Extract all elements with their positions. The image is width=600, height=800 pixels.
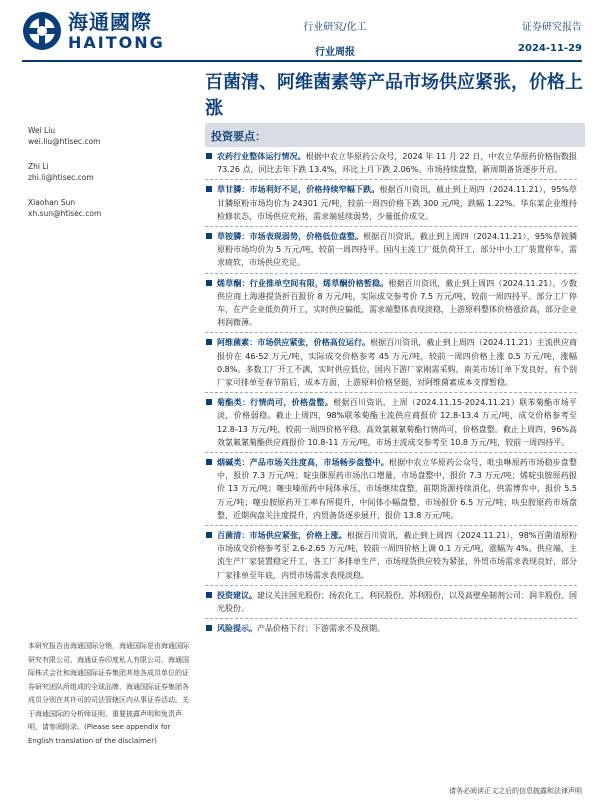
dashed-divider: [205, 585, 577, 586]
dashed-divider: [205, 392, 577, 393]
key-point-text: 根据百川资讯，截止到上周四（2024.11.21），95%草铵膦原粉市场均价为 5 万元/吨，较前一周四持平。国内主流工厂低负荷开工，部分中小工厂装置停车，需求疲软，市场供应充足。: [217, 232, 577, 268]
distribution-disclaimer: 本研究报告由海通国际分销，海通国际是由海通国际研究有限公司，海通证券印度私人有限公司，海通国际株式会社和海通国际证券集团其他各成员单位的证券研究团队所组成的全球品牌，海通国际证券集团各成员分别在其许可的司法管辖区内从事证券活动。关于海通国际的分析师证明，重要披露声明和免责声明，请参阅附录。(Please see appendix for English translation of the disclaimer): [28, 642, 189, 745]
bullet-square-icon: [206, 592, 212, 598]
logo-en-text: HAITONG: [68, 32, 165, 52]
key-point-text: 根据中农立华原药公众号，吡虫啉原药市场稳步盘整中，报价 7.3 万元/吨；啶虫脒原药市场出口增量，市场盘整中，报价 7.3 万元/吨；烯啶虫胺原药报价 13 万元/吨；噻虫嗪原药中间体承压，市场继续盘整，前期货源持续消化，供需博弈中，报价 5.5 万元/吨；噻虫胺原药开工率有所提升，中间体小幅盘整，市场报价 6.5 万元/吨；呋虫胺原药市场盘整，近期询盘关注度提升，内贸备货逐步展开，报价 13.8 万元/吨。: [217, 458, 577, 520]
key-point-item: [205, 622, 577, 635]
key-point-text: 建议关注国光股份；扬农化工、利民股份、苏利股份，以及高壁垒制剂公司：润丰股份、国光股份。: [217, 590, 577, 614]
key-point-lead: 草甘膦：市场利好不足，价格持续窄幅下跌。: [217, 185, 380, 195]
bullet-square-icon: [206, 153, 212, 159]
dashed-divider: [205, 179, 577, 180]
section-header-bar: [205, 123, 585, 147]
bullet-square-icon: [206, 459, 212, 465]
bullet-square-icon: [206, 625, 212, 631]
key-point-item: [205, 183, 577, 223]
key-point-text: 根据中农立华原药公众号，2024 年 11 月 22 日，中农立华原药价格指数报 73.26 点，同比去年下跌 13.4%，环比上月下跌 2.06%。市场持续盘整，新周期备货逐步开启。: [217, 152, 577, 175]
header-divider: [22, 60, 582, 62]
section-label: 投资要点：: [211, 130, 266, 143]
haitong-logo-icon: [22, 11, 62, 51]
key-point-lead: 投资建议。: [217, 590, 257, 600]
key-point-item: [205, 230, 577, 270]
analyst-entry: [28, 197, 178, 219]
key-point-text: 根据百川资讯，截止到上周四（2024.11.21），少数供应商上海港提货折百报价 8 万元/吨，实际成交参考价 7.5 万元/吨，较前一周四持平。部分工厂停车，在产企业低负荷开工，实时供应偏低，需求端整体表现淡稳，上游原料整体价格涨价高，部分企业利润微薄。: [217, 278, 578, 328]
analyst-name: Xiaohan Sun: [28, 198, 76, 207]
dashed-divider: [205, 618, 577, 619]
key-point-lead: 阿维菌素：市场供应紧张，价格高位运行。: [217, 338, 371, 348]
key-point-lead: 菊酯类：行情尚可，价格盘整。: [217, 398, 334, 408]
analyst-list: [28, 125, 178, 233]
analyst-email[interactable]: wei.liu@htisec.com: [28, 137, 101, 146]
bullet-square-icon: [206, 532, 212, 538]
analyst-entry: [28, 125, 178, 147]
analyst-email[interactable]: xh.sun@htisec.com: [28, 209, 102, 218]
key-point-lead: 风险提示。: [217, 624, 257, 634]
footer-notice: 请务必阅读正文之后的信息披露和法律声明: [449, 787, 582, 795]
dashed-divider: [205, 452, 577, 453]
key-point-lead: 草铵膦：市场表现弱势，价格低位盘整。: [217, 232, 364, 242]
bullet-square-icon: [206, 339, 212, 345]
doc-type: 证券研究报告: [522, 22, 582, 33]
report-category: 行业研究/化工: [303, 22, 367, 33]
bullet-square-icon: [206, 186, 212, 192]
key-point-text: 根据百川资讯，截止到上周四（2024.11.21），98%百菌清原粉市场成交价格参考至 2.6-2.65 万元/吨，较前一周四价格上调 0.1 万元/吨，涨幅为 4%。供应端，主流生产厂家装置稳定开工，各工厂多排单生产，市场现货供应较为紧张，外贸市场需求表现良好，部分厂家排单至年底，内贸市场需求表现淡稳。: [217, 531, 577, 580]
key-point-lead: 烯草酮：行业推单空间有限，烯草酮价格暂稳。: [217, 278, 389, 288]
key-point-lead: 烟碱类：产品市场关注度高，市场畅步盘整中。: [217, 458, 389, 468]
key-point-text: 产品价格下行；下游需求不及预期。: [257, 624, 385, 634]
dashed-divider: [205, 226, 577, 227]
bullet-square-icon: [206, 233, 212, 239]
report-type: 行业周报: [315, 47, 355, 58]
header-category-block: [270, 18, 400, 58]
analyst-email[interactable]: zhi.li@htisec.com: [28, 173, 94, 182]
key-point-lead: 百菌清：市场供应紧张，价格上涨。: [217, 531, 347, 541]
haitong-logo: [22, 10, 202, 52]
dashed-divider: [205, 273, 577, 274]
key-point-item: [205, 277, 577, 330]
analyst-name: Zhi Li: [28, 162, 49, 171]
key-points: [205, 150, 577, 636]
key-point-item: [205, 529, 577, 582]
key-point-item: [205, 589, 577, 615]
key-point-text: 根据百川资讯，截止到上周四（2024.11.21），95%草甘膦原粉市场均价为 24301 元/吨，较前一周四价格下跌 300 元/吨，跌幅 1.22%。华东某企业维持检修状态，市场供应充裕，需求端延续弱势，少量低价成交。: [217, 185, 577, 221]
report-title: 百菌清、阿维菌素等产品市场供应紧张，价格上涨: [205, 72, 583, 119]
key-point-item: [205, 456, 577, 522]
dashed-divider: [205, 525, 577, 526]
logo-cn-text: 海通國際: [68, 9, 152, 34]
bullet-square-icon: [206, 280, 212, 286]
header-meta-block: [518, 18, 582, 54]
bullet-square-icon: [206, 399, 212, 405]
report-date: 2024-11-29: [518, 43, 582, 54]
key-point-item: [205, 150, 577, 176]
dashed-divider: [205, 332, 577, 333]
key-point-item: [205, 336, 577, 389]
key-point-text: 根据百川资讯，截止到上周四（2024.11.21）主流供应商报价在 46-52 万元/吨，实际成交价格参考 45 万元/吨，较前一周四价格上涨 0.5 万元/吨，涨幅 0.8%。多数工厂开工不满，实时供应低位，国内下游厂家刚需采购，南美市场订单下发良好，有个别厂家可排单至春节前后，成本方面，上游原料价格坚挺，对阿维菌素成本支撑暂稳。: [217, 338, 578, 388]
analyst-name: Wei Liu: [28, 126, 56, 135]
analyst-entry: [28, 161, 178, 183]
key-point-lead: 农药行业整体运行情况。: [217, 152, 306, 161]
key-point-text: 根据百川资讯，上周（2024.11.15-2024.11.21）联苯菊酯市场平淡，价格弱稳。截止上周四，98%联苯菊酯主流供应商报价 12.8-13.4 万元/吨，成交价格参考至 12.8-13 万元/吨，较前一周四价格平稳。高效氯氟氰菊酯行情尚可，价格盘整。截止上周四，96%高效氯氟氰菊酯供应商报价 10.8-11 万元/吨，市场主流成交参考至 10.8 万元/吨，较前一周四持平。: [217, 398, 577, 447]
key-point-item: [205, 396, 577, 449]
